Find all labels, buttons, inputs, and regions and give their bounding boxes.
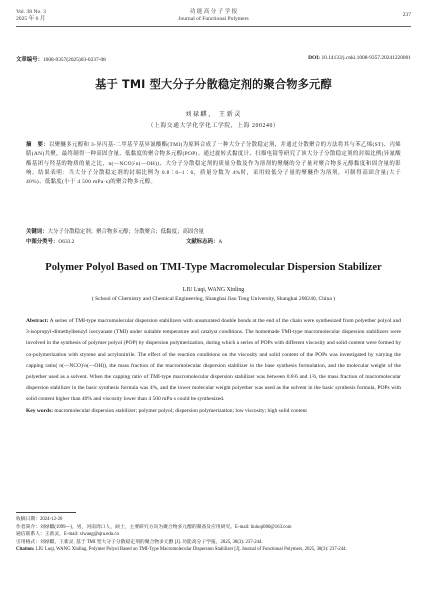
- doi: [308, 55, 411, 63]
- chinese-keywords-text: 大分子分散稳定剂；聚合物多元醇；分散聚合；低黏度；高固含量: [47, 229, 204, 235]
- corresponding-author: 通信联系人：王新灵，E-mail: xlwang@sjtu.edu.cn: [16, 532, 119, 538]
- chinese-affiliation: （上海交通大学化学化工学院，上海 200240）: [147, 123, 280, 129]
- english-authors: LIU Luqi, WANG Xinling: [182, 287, 245, 293]
- article-ids: [16, 55, 411, 63]
- citation-english-label: Citation:: [16, 547, 35, 553]
- clc-label: 中图分类号：: [26, 239, 59, 245]
- english-keywords-label: Key words:: [26, 407, 54, 414]
- volume-number: Vol. 38 No. 3: [16, 9, 46, 15]
- chinese-keywords-label: 关键词：: [26, 229, 48, 235]
- page-number: 237: [402, 12, 411, 18]
- chinese-keywords: [26, 227, 204, 235]
- article-number: [16, 55, 106, 63]
- document-code-value: A: [218, 239, 223, 245]
- journal-name-cn: 功 能 高 分 子 学 报: [189, 9, 238, 15]
- author-info: 作者简介：刘禄麒(1999—)，男，河南周口人，硕士，主要研究方向为聚合物多元醇的制备及应用研究。E-mail: liuluqi000@163.com: [16, 524, 292, 530]
- citation-english: [16, 546, 411, 554]
- clc-number: [26, 239, 74, 245]
- doi-label: DOI:: [308, 55, 321, 61]
- classification-line: [26, 237, 401, 245]
- chinese-authors: 刘禄麒， 王新灵: [185, 111, 242, 118]
- chinese-abstract: [26, 141, 401, 187]
- journal-name: [0, 9, 427, 23]
- clc-value: O633.2: [58, 239, 75, 245]
- doi-value[interactable]: 10.14133/j.cnki.1008-9357.20241220001: [321, 55, 411, 61]
- journal-name-en: Journal of Functional Polymers: [178, 16, 249, 22]
- received-date: 收稿日期：2024-12-20: [16, 517, 63, 522]
- citation-english-text: LIU Luqi, WANG Xinling. Polymer Polyol Based on TMI-Type Macromolecular Dispersion Stabilizer [J]. Journal of Functional Polymers, 2025, 38(3): 237-244.: [35, 547, 347, 553]
- english-keywords-text: macromolecular dispersion stabilizer; polymer polyol; dispersion polymerization; low viscosity; high solid content: [54, 407, 307, 414]
- header-rule: [16, 26, 411, 27]
- document-code: [186, 237, 222, 245]
- document-code-label: 文献标志码：: [186, 239, 219, 245]
- english-abstract: [26, 316, 401, 417]
- article-number-label: 文章编号：: [16, 57, 43, 63]
- english-abstract-text: A series of TMI-type macromolecular dispersion stabilizers with unsaturated double bonds at the end of the chain were synthesized from polyether polyol and 3-isopropyl-dimethylbenzyl isocyanate (TMI) under suitable temperature and catalyst conditions. The homemade TMI-type macromolecular dispersion stabilizers were involved in the synthesis of polymer polyol (POP) by dispersion polymerization, during which a series of POPs with different viscosity and solid content were formed by co-polymerization with styrene and acrylonitrile. The effect of the reaction conditions on the viscosity and solid content of the POPs was investigated by varying the capping ratio( n(—NCO)∶n(—OH)), the mass fraction of the macromolecular dispersion stabilizer in the base synthesis formulation, and the molecular weight of the polyether used as a solvent. When the capping ratio of TMI-type macromolecular dispersion stabilizer was between 0.8∶6 and 1∶6, the mass fraction of macromolecular dispersion stabilizer in the basic synthesis formula was 4%, and the lower molecular weight polyether was used as the solvent in the basic synthesis formula, POPs with solid content higher than 40% and viscosity lower than 4 500 mPa·s could be synthesized.: [26, 318, 401, 403]
- footnotes: [16, 516, 411, 554]
- citation-chinese: 引用格式：刘禄麒，王新灵. 基于 TMI 型大分子分散稳定剂的聚合物多元醇 [J]. 功能高分子学报，2025, 38(3): 237-244.: [16, 539, 263, 545]
- chinese-abstract-label: 摘 要：: [26, 142, 50, 148]
- article-number-value: 1008-9357(2025)03-0237-08: [42, 57, 106, 63]
- english-abstract-label: Abstract:: [26, 318, 49, 324]
- footnote-rule: [16, 512, 76, 513]
- issue-date: 2025 年 6 月: [16, 16, 46, 22]
- english-title: Polymer Polyol Based on TMI-Type Macromolecular Dispersion Stabilizer: [45, 262, 382, 273]
- english-affiliation: ( School of Chemistry and Chemical Engineering, Shanghai Jiao Tong University, Shanghai 200240, China ): [91, 296, 336, 302]
- chinese-title: 基于 TMI 型大分子分散稳定剂的聚合物多元醇: [95, 78, 332, 91]
- chinese-abstract-text: 以聚醚多元醇和 3-异丙基-二甲基苄基异氰酸酯(TMI)为原料合成了一种大分子分散稳定剂，并通过分散聚合的方法将其与苯乙烯(ST)、丙烯腈(AN)共聚，最终制得一种高固含量、低黏度的聚合物多元醇(POP)。通过旋转式黏度计、扫描电镜等研究了该大分子分散稳定剂的封端比例(异氰酸酯基团与羟基的物质的量之比，n(—NCO)∶n(—OH))、大分子分散稳定剂的质量分数及作为溶剂的聚醚的分子量对聚合物多元醇黏度和固含量的影响。结果表明：当大分子分散稳定剂的封端比例为 0.8∶6~1∶6，质量分数为 4%时，采用较低分子量的聚醚作为溶剂，可制得高固含量(大于 40%)、低黏度(小于 4 500 mPa·s)的聚合物多元醇。: [26, 142, 401, 186]
